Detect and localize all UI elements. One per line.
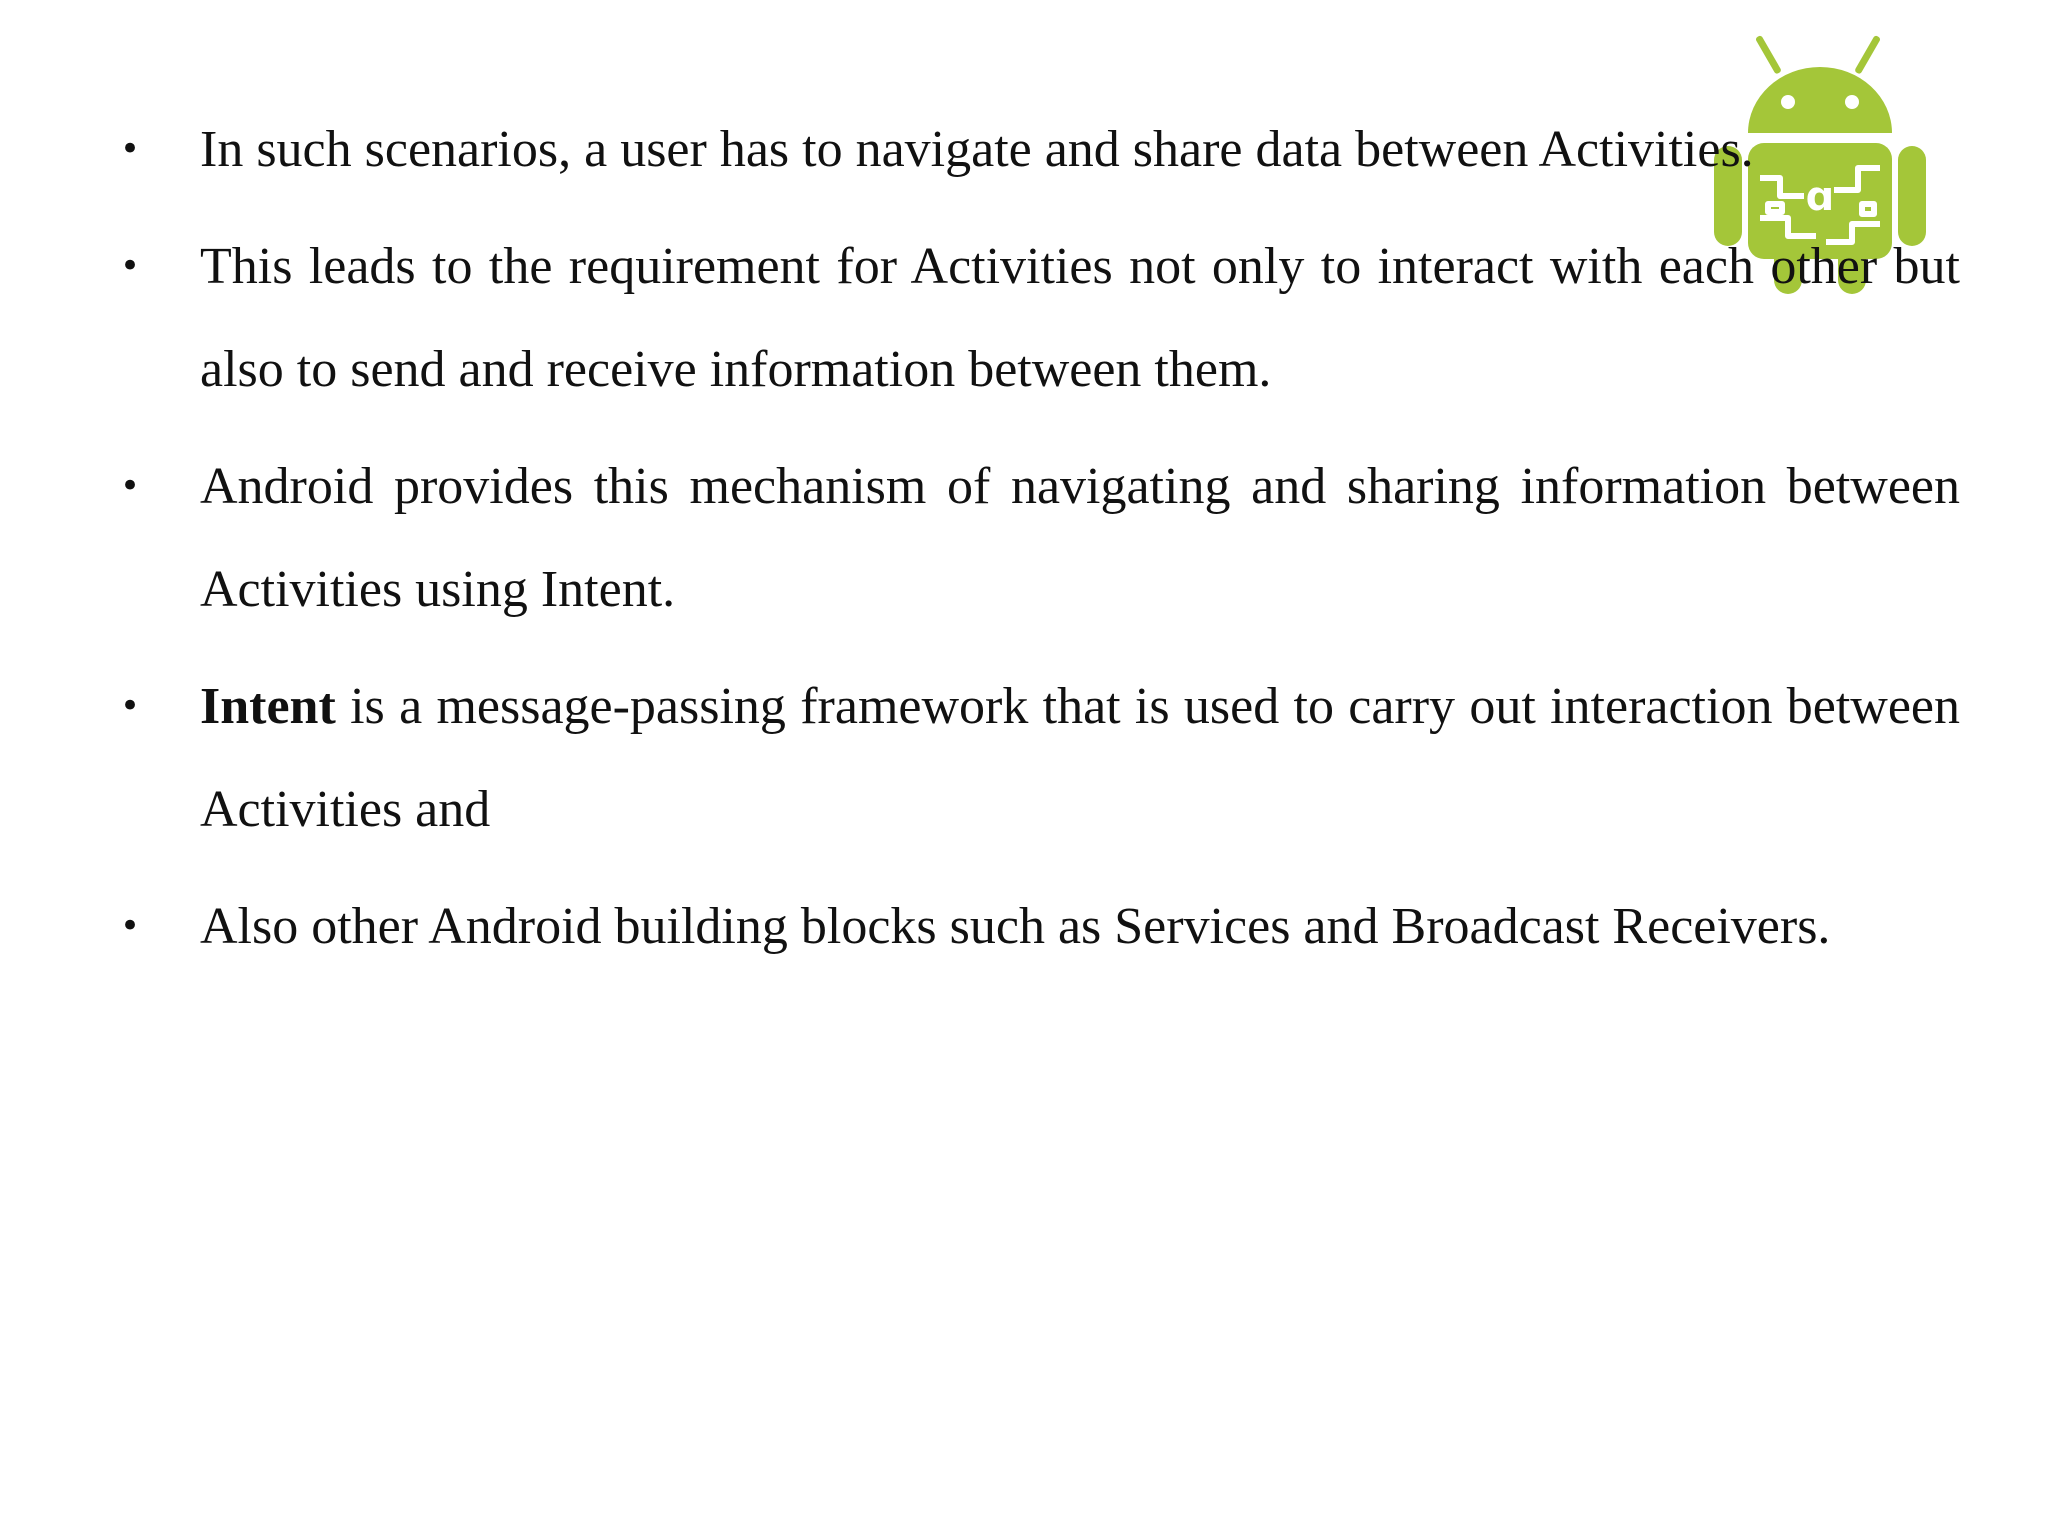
android-logo-glyph: ɑ: [1805, 174, 1835, 220]
bullet-text: Android provides this mechanism of navigating and sharing information between Activities using Intent.: [200, 458, 1960, 618]
bullet-item-4: [120, 655, 1960, 861]
bullet-list: [120, 98, 1960, 992]
bullet-marker: •: [120, 466, 141, 506]
bullet-bold-term: Intent: [200, 678, 336, 735]
bullet-text: This leads to the requirement for Activities not only to interact with each other but also to send and receive information between them.: [200, 238, 1960, 398]
bullet-item-5: [120, 875, 1960, 978]
bullet-text: In such scenarios, a user has to navigate and share data between Activities.: [200, 121, 1754, 178]
bullet-text: Also other Android building blocks such as Services and Broadcast Receivers.: [200, 898, 1831, 955]
bullet-marker: •: [120, 906, 141, 946]
bullet-text: is a message-passing framework that is used to carry out interaction between Activities and: [200, 678, 1960, 838]
bullet-marker: •: [120, 129, 141, 169]
bullet-marker: •: [120, 686, 141, 726]
bullet-marker: •: [120, 246, 141, 286]
bullet-item-1: [120, 98, 1960, 201]
bullet-item-2: [120, 215, 1960, 421]
bullet-item-3: [120, 435, 1960, 641]
